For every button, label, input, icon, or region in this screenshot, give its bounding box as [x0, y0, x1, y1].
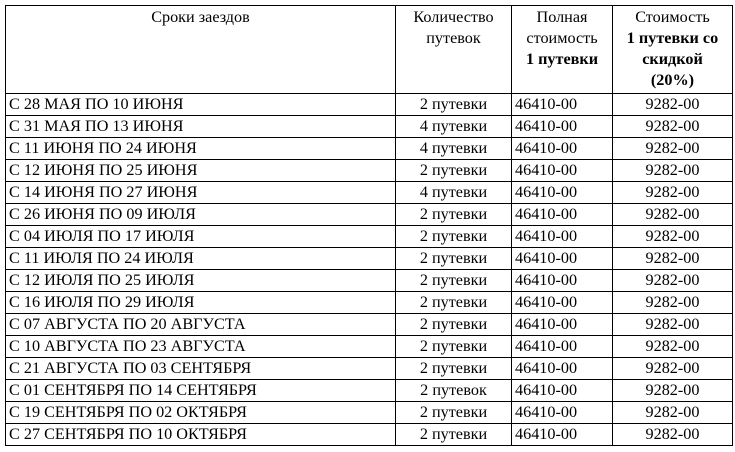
- table-row: [6, 424, 733, 446]
- cell-period: С 01 СЕНТЯБРЯ ПО 14 СЕНТЯБРЯ: [6, 380, 396, 402]
- cell-count: 2 путевки: [396, 314, 512, 336]
- cell-full-price: 46410-00: [512, 402, 613, 424]
- cell-period: С 10 АВГУСТА ПО 23 АВГУСТА: [6, 336, 396, 358]
- cell-full-price: 46410-00: [512, 336, 613, 358]
- table-row: [6, 204, 733, 226]
- cell-discount-price: 9282-00: [613, 160, 733, 182]
- cell-count: 4 путевки: [396, 138, 512, 160]
- cell-period: С 04 ИЮЛЯ ПО 17 ИЮЛЯ: [6, 226, 396, 248]
- cell-full-price: 46410-00: [512, 314, 613, 336]
- header-count-line2: путевок: [426, 29, 481, 47]
- cell-period: С 26 ИЮНЯ ПО 09 ИЮЛЯ: [6, 204, 396, 226]
- cell-full-price: 46410-00: [512, 160, 613, 182]
- table-row: [6, 160, 733, 182]
- cell-discount-price: 9282-00: [613, 380, 733, 402]
- header-period-label: Сроки заездов: [151, 8, 250, 26]
- cell-discount-price: 9282-00: [613, 138, 733, 160]
- header-count: [396, 6, 512, 94]
- header-full-line1: Полная: [536, 8, 588, 26]
- cell-discount-price: 9282-00: [613, 358, 733, 380]
- cell-period: С 27 СЕНТЯБРЯ ПО 10 ОКТЯБРЯ: [6, 424, 396, 446]
- cell-period: С 14 ИЮНЯ ПО 27 ИЮНЯ: [6, 182, 396, 204]
- table-row: [6, 402, 733, 424]
- cell-discount-price: 9282-00: [613, 116, 733, 138]
- cell-count: 2 путевки: [396, 402, 512, 424]
- table-row: [6, 226, 733, 248]
- header-full-line2: стоимость: [526, 29, 598, 47]
- cell-count: 2 путевки: [396, 292, 512, 314]
- cell-period: С 11 ИЮНЯ ПО 24 ИЮНЯ: [6, 138, 396, 160]
- cell-discount-price: 9282-00: [613, 314, 733, 336]
- table-row: [6, 182, 733, 204]
- cell-count: 2 путевки: [396, 226, 512, 248]
- cell-period: С 12 ИЮЛЯ ПО 25 ИЮЛЯ: [6, 270, 396, 292]
- cell-full-price: 46410-00: [512, 182, 613, 204]
- cell-period: С 12 ИЮНЯ ПО 25 ИЮНЯ: [6, 160, 396, 182]
- cell-full-price: 46410-00: [512, 94, 613, 116]
- cell-full-price: 46410-00: [512, 248, 613, 270]
- cell-period: С 31 МАЯ ПО 13 ИЮНЯ: [6, 116, 396, 138]
- table-row: [6, 358, 733, 380]
- voucher-schedule-table: [5, 5, 733, 446]
- table-row: [6, 292, 733, 314]
- cell-count: 2 путевки: [396, 160, 512, 182]
- cell-period: С 28 МАЯ ПО 10 ИЮНЯ: [6, 94, 396, 116]
- table-row: [6, 380, 733, 402]
- cell-period: С 16 ИЮЛЯ ПО 29 ИЮЛЯ: [6, 292, 396, 314]
- cell-period: С 11 ИЮЛЯ ПО 24 ИЮЛЯ: [6, 248, 396, 270]
- cell-count: 4 путевки: [396, 116, 512, 138]
- cell-count: 2 путевки: [396, 270, 512, 292]
- cell-discount-price: 9282-00: [613, 226, 733, 248]
- cell-count: 2 путевки: [396, 248, 512, 270]
- cell-discount-price: 9282-00: [613, 424, 733, 446]
- cell-count: 4 путевки: [396, 182, 512, 204]
- cell-full-price: 46410-00: [512, 226, 613, 248]
- cell-full-price: 46410-00: [512, 358, 613, 380]
- cell-discount-price: 9282-00: [613, 292, 733, 314]
- header-period: [6, 6, 396, 94]
- cell-discount-price: 9282-00: [613, 248, 733, 270]
- cell-discount-price: 9282-00: [613, 204, 733, 226]
- header-discount-price: [613, 6, 733, 94]
- cell-discount-price: 9282-00: [613, 336, 733, 358]
- cell-count: 2 путевки: [396, 336, 512, 358]
- header-count-line1: Количество: [413, 8, 494, 26]
- cell-period: С 07 АВГУСТА ПО 20 АВГУСТА: [6, 314, 396, 336]
- cell-discount-price: 9282-00: [613, 402, 733, 424]
- cell-count: 2 путевки: [396, 94, 512, 116]
- table-row: [6, 116, 733, 138]
- table-row: [6, 314, 733, 336]
- cell-discount-price: 9282-00: [613, 94, 733, 116]
- cell-full-price: 46410-00: [512, 380, 613, 402]
- table-row: [6, 336, 733, 358]
- header-disc-line2: 1 путевки со: [626, 29, 719, 47]
- cell-count: 2 путевки: [396, 204, 512, 226]
- table-row: [6, 138, 733, 160]
- table-row: [6, 270, 733, 292]
- table-row: [6, 94, 733, 116]
- header-disc-line1: Стоимость: [635, 8, 710, 26]
- cell-full-price: 46410-00: [512, 138, 613, 160]
- cell-discount-price: 9282-00: [613, 270, 733, 292]
- table-header-row: [6, 6, 733, 94]
- header-full-price: [512, 6, 613, 94]
- header-full-line3: 1 путевки: [525, 50, 599, 68]
- cell-full-price: 46410-00: [512, 292, 613, 314]
- cell-full-price: 46410-00: [512, 270, 613, 292]
- cell-period: С 19 СЕНТЯБРЯ ПО 02 ОКТЯБРЯ: [6, 402, 396, 424]
- header-disc-line4: (20%): [650, 71, 695, 89]
- cell-full-price: 46410-00: [512, 204, 613, 226]
- cell-count: 2 путевки: [396, 358, 512, 380]
- cell-count: 2 путевок: [396, 380, 512, 402]
- cell-count: 2 путевки: [396, 424, 512, 446]
- cell-discount-price: 9282-00: [613, 182, 733, 204]
- cell-full-price: 46410-00: [512, 116, 613, 138]
- cell-full-price: 46410-00: [512, 424, 613, 446]
- header-disc-line3: скидкой: [642, 50, 703, 68]
- cell-period: С 21 АВГУСТА ПО 03 СЕНТЯБРЯ: [6, 358, 396, 380]
- table-row: [6, 248, 733, 270]
